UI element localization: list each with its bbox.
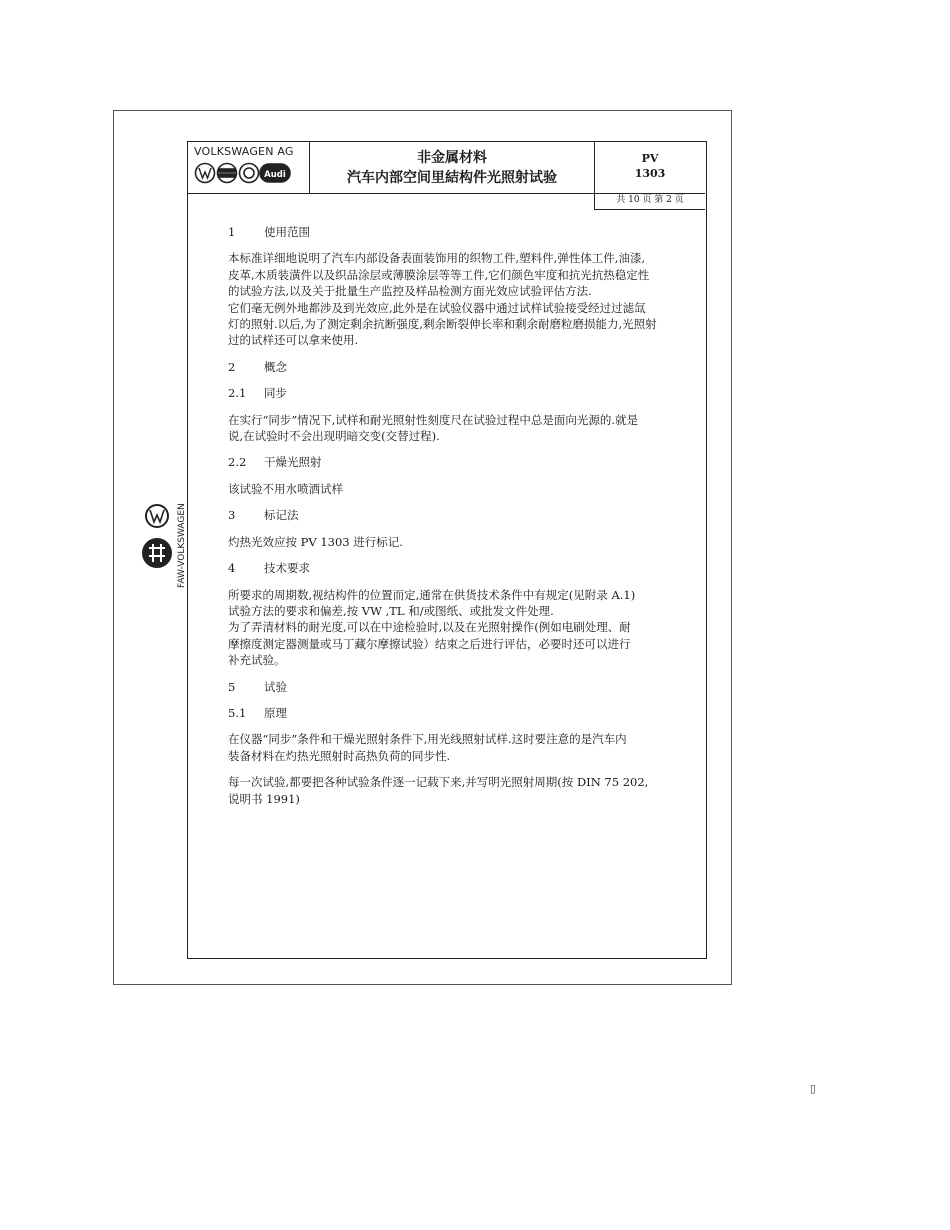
text-line: 每一次试验,都要把各种试验条件逐一记载下来,并写明光照射周期(按 DIN 75 202, [228,775,649,790]
text-line: 为了弄清材料的耐光度,可以在中途检验时,以及在光照射操作(例如电刷处理、耐 [228,620,631,635]
document-header [188,142,705,194]
document-category: 非金属材料 [417,150,487,166]
text-line: 在仪器“同步”条件和干燥光照射条件下,用光线照射试样.这时要注意的是汽车内 [228,732,627,747]
text-line: 补充试验。 [228,653,286,668]
text-line: 在实行“同步”情况下,试样和耐光照射性刻度尺在试验过程中总是面向光源的.就是 [228,412,639,427]
section-title: 标记法 [264,508,299,523]
brand-name: VOLKSWAGEN AG [194,145,294,158]
stray-glyph: ▯ [810,1082,817,1095]
section-heading [228,224,690,240]
text-line: 本标准详细地说明了汽车内部设备表面装饰用的织物工件,塑料件,弹性体工件,油漆, [228,251,646,266]
section-heading [228,454,690,470]
section-number: 4 [228,561,236,576]
paragraph-marking [228,534,690,550]
page-indicator: 共 10 页 第 2 页 [594,193,705,210]
section-number: 2 [228,359,236,374]
paragraph-requirements [228,587,690,669]
section-number: 5 [228,679,236,694]
document-title: 汽车内部空间里結构件光照射试验 [347,170,557,186]
brand-logos-icon [194,162,306,184]
paragraph-dry-exposure [228,481,690,497]
section-number: 1 [228,225,236,239]
text-line: 所要求的周期数,视结构件的位置而定,通常在供货技术条件中有规定(见附录 A.1) [228,587,636,602]
section-number: 2.1 [228,386,247,401]
text-line: 灼热光效应按 PV 1303 进行标记. [228,534,403,549]
text-line: 它们毫无例外地都涉及到光效应,此外是在试验仪器中通过试样试验接受经过过滤氙 [228,300,646,315]
text-line: 过的试样还可以拿来使用. [228,333,359,348]
section-heading [228,385,690,401]
paragraph-principle [228,731,690,764]
section-title: 技术要求 [264,561,310,576]
paragraph-record [228,774,690,807]
text-line: 的试验方法,以及关于批量生产监控及样品检测方面光效应试验评估方法. [228,284,592,299]
section-heading [228,359,690,375]
text-line: 该试验不用水喷洒试样 [228,481,343,496]
section-title: 同步 [264,386,287,401]
section-title: 使用范围 [264,225,310,239]
text-line: 灯的照射.以后,为了测定剩余抗断强度,剩余断裂伸长率和剩余耐磨粒磨损能力,光照射 [228,317,657,332]
text-line: 装备材料在灼热光照射时高热负荷的同步性. [228,748,451,763]
section-title: 概念 [264,359,287,374]
section-heading [228,560,690,576]
section-heading [228,679,690,695]
standard-number: 1303 [634,167,666,180]
text-line: 说明书 1991) [228,791,300,806]
document-body [228,224,690,817]
text-line: 试验方法的要求和偏差,按 VW ,TL 和/或图纸、或批发文件处理. [228,603,554,618]
header-code-cell [594,142,705,193]
text-line: 皮革,木质装潢件以及织品涂层或薄膜涂层等等工件,它们颜色牢度和抗光抗热稳定性 [228,267,650,282]
section-number: 2.2 [228,455,247,470]
section-number: 5.1 [228,705,247,720]
section-number: 3 [228,508,236,523]
section-title: 原理 [264,705,287,720]
header-title-cell [310,142,594,193]
section-title: 干燥光照射 [264,455,322,470]
svg-text:Audi: Audi [264,170,286,180]
text-line: 说,在试验时不会出现明暗交变(交替过程). [228,429,440,444]
header-brand-cell [188,142,310,193]
text-line: 摩擦度测定器测量或马丁藏尔摩擦试验）结束之后进行评估，必要时还可以进行 [228,636,631,651]
section-title: 试验 [264,679,287,694]
section-heading [228,507,690,523]
paragraph-scope [228,250,690,348]
section-heading [228,705,690,721]
standard-prefix: PV [641,152,659,165]
paragraph-sync [228,412,690,445]
faw-volkswagen-logo-icon [140,498,190,593]
side-logo-text: FAW-VOLKSWAGEN [177,503,187,588]
